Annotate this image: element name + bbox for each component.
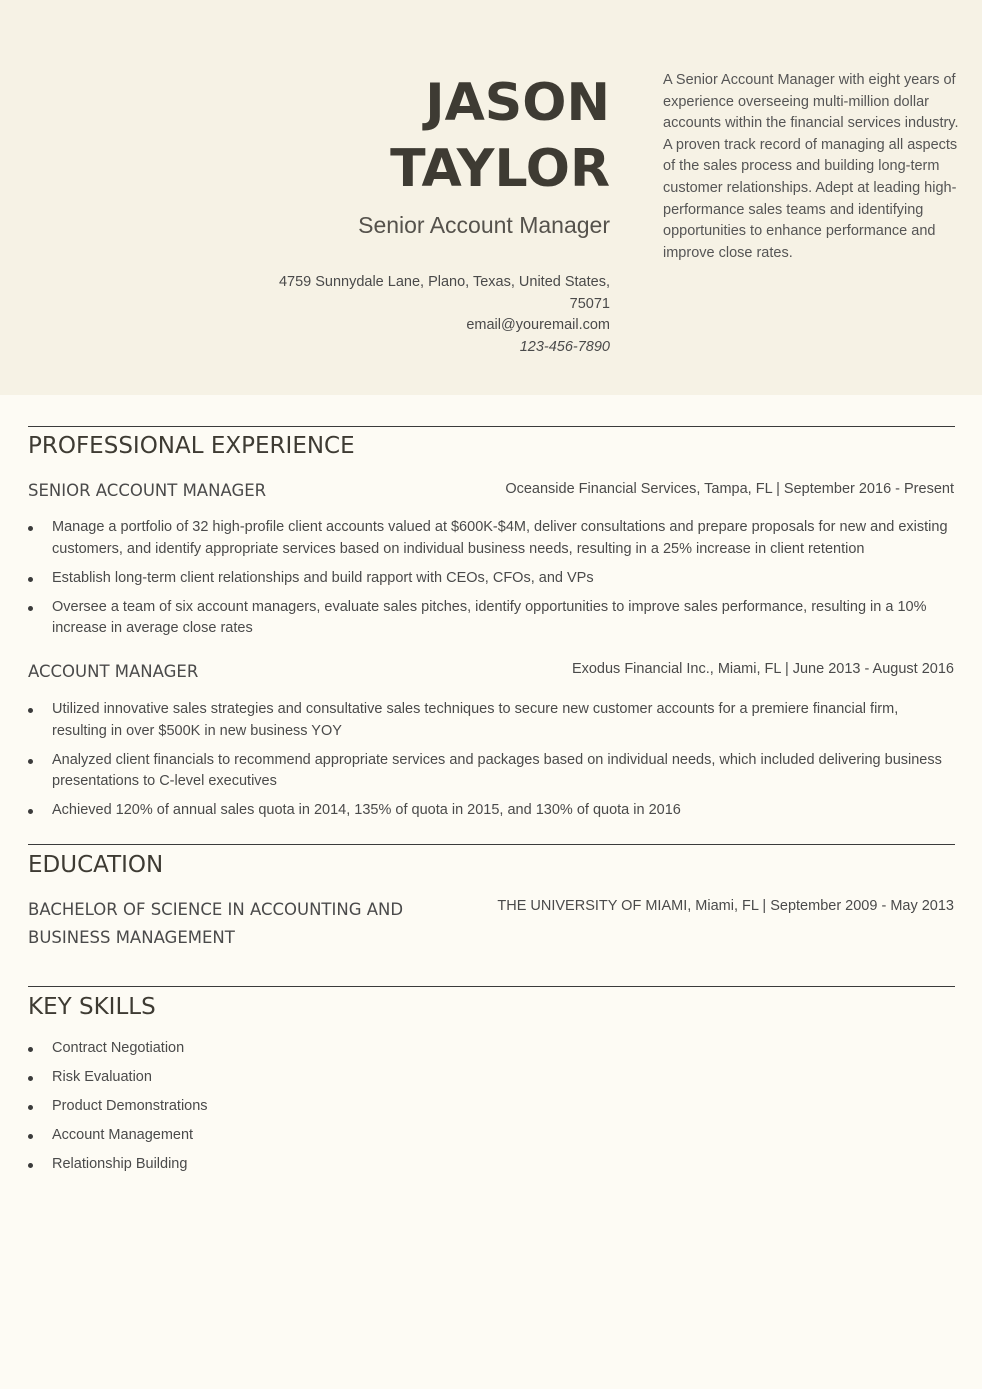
list-item: Manage a portfolio of 32 high-profile client accounts valued at $600K-$4M, deliver consultations and prepare proposals for new and existing customers, and identify appropriate services based on individual business needs, resulting in a 25% increase in client retention — [28, 517, 955, 560]
summary-text: A Senior Account Manager with eight years of experience overseeing multi-million dollar accounts within the financial services industry. A proven track record of managing all aspects of the sales process and building long-term customer relationships. Adept at leading high-performance sales teams and identifying opportunities to enhance performance and improve close rates. — [663, 72, 959, 261]
job-title-2: ACCOUNT MANAGER — [28, 662, 199, 681]
skill-item: Contract Negotiation — [28, 1038, 955, 1060]
degree-line-2: BUSINESS MANAGEMENT — [28, 928, 235, 947]
degree-title — [28, 896, 403, 952]
list-item: Achieved 120% of annual sales quota in 2014, 135% of quota in 2015, and 130% of quota in 2016 — [28, 800, 955, 822]
list-item: Analyzed client financials to recommend appropriate services and packages based on individual needs, which included delivering business presentations to C-level executives — [28, 750, 955, 793]
job-bullets-1 — [28, 517, 955, 647]
phone-number: 123-456-7890 — [519, 338, 610, 355]
job-title-1: SENIOR ACCOUNT MANAGER — [28, 481, 267, 500]
skills-heading: KEY SKILLS — [28, 994, 156, 1020]
contact-info — [90, 272, 610, 358]
job-meta-1: Oceanside Financial Services, Tampa, FL | September 2016 - Present — [505, 481, 954, 497]
skill-item: Account Management — [28, 1125, 955, 1147]
skill-item: Relationship Building — [28, 1154, 955, 1176]
section-divider — [28, 986, 955, 987]
last-name: TAYLOR — [390, 139, 610, 199]
first-name: JASON — [425, 73, 610, 133]
list-item: Utilized innovative sales strategies and consultative sales techniques to secure new customer accounts for a premiere financial firm, resulting in over $500K in new business YOY — [28, 699, 955, 742]
skills-list — [28, 1038, 955, 1183]
education-heading: EDUCATION — [28, 852, 164, 878]
section-divider — [28, 844, 955, 845]
degree-line-1: BACHELOR OF SCIENCE IN ACCOUNTING AND — [28, 900, 404, 919]
list-item: Oversee a team of six account managers, evaluate sales pitches, identify opportunities to improve sales performance, resulting in a 10% increase in average close rates — [28, 597, 955, 640]
email-address: email@youremail.com — [466, 317, 610, 333]
section-divider — [28, 426, 955, 427]
job-meta-2: Exodus Financial Inc., Miami, FL | June 2013 - August 2016 — [571, 661, 954, 677]
skill-item: Risk Evaluation — [28, 1067, 955, 1089]
education-meta: THE UNIVERSITY OF MIAMI, Miami, FL | September 2009 - May 2013 — [497, 898, 954, 914]
list-item: Establish long-term client relationships and build rapport with CEOs, CFOs, and VPs — [28, 568, 955, 590]
job-title: Senior Account Manager — [358, 212, 610, 238]
skill-item: Product Demonstrations — [28, 1096, 955, 1118]
job-bullets-2 — [28, 699, 955, 829]
experience-heading: PROFESSIONAL EXPERIENCE — [28, 433, 355, 459]
address-line-1: 4759 Sunnydale Lane, Plano, Texas, United States, — [278, 274, 610, 290]
address-line-2: 75071 — [569, 295, 610, 312]
candidate-name — [90, 70, 610, 202]
